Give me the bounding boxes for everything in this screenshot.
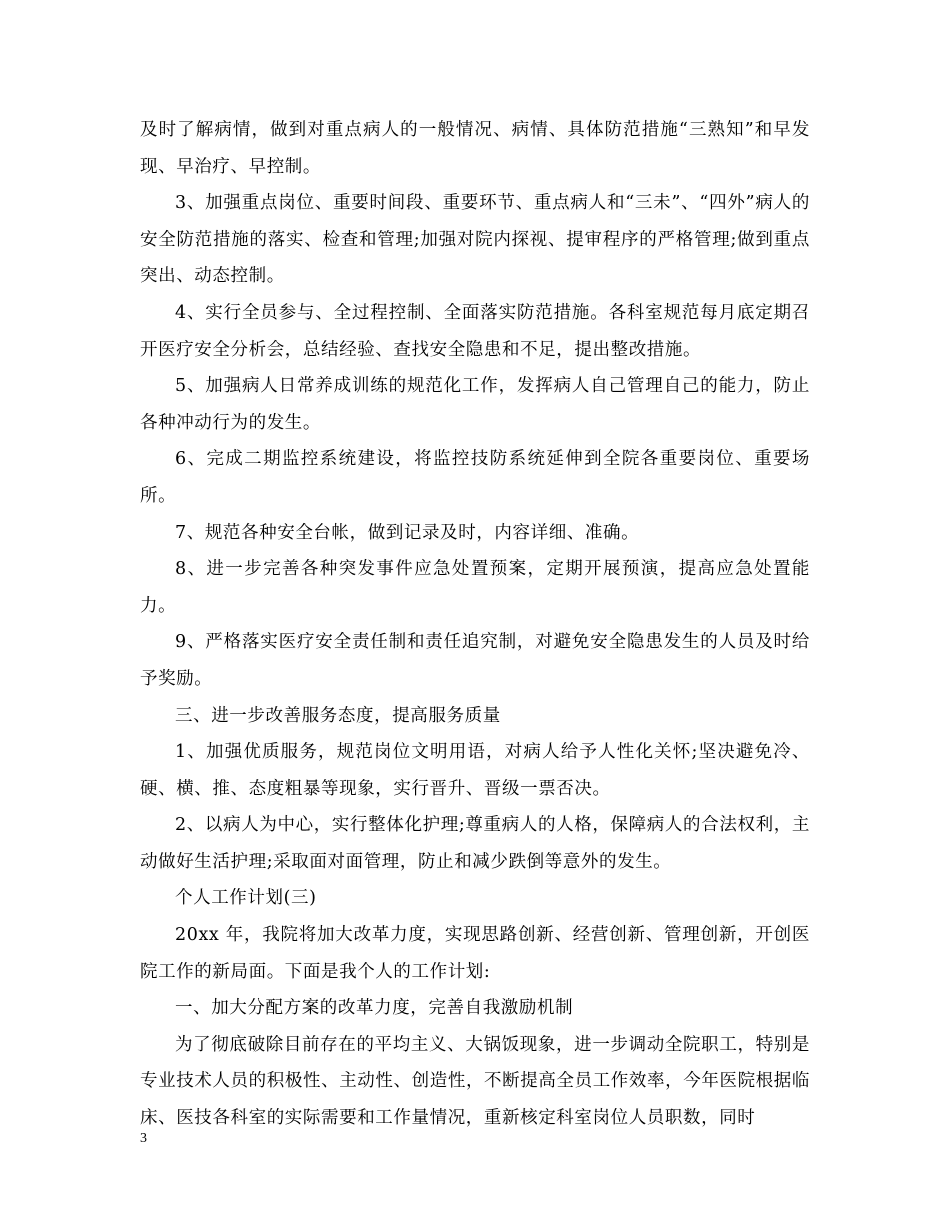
paragraph: 2、以病人为中心，实行整体化护理;尊重病人的人格，保障病人的合法权利，主动做好生活护理;采取面对面管理，防止和减少跌倒等意外的发生。 [140,815,810,872]
page-number: 3 [140,1131,147,1146]
paragraph: 4、实行全员参与、全过程控制、全面落实防范措施。各科室规范每月底定期召开医疗安全分析会，总结经验、查找安全隐患和不足，提出整改措施。 [140,302,810,360]
paragraph: 7、规范各种安全台帐，做到记录及时，内容详细、准确。 [175,522,640,543]
paragraph: 及时了解病情，做到对重点病人的一般情况、病情、具体防范措施“三熟知”和早发现、早治疗、早控制。 [140,120,810,177]
paragraph: 为了彻底破除目前存在的平均主义、大锅饭现象，进一步调动全院职工，特别是专业技术人员的积极性、主动性、创造性，不断提高全员工作效率，今年医院根据临床、医技各科室的实际需要和工作量情况，重新核定科室岗位人员职数，同时 [140,1034,810,1129]
document-body [140,112,810,1137]
paragraph: 9、严格落实医疗安全责任制和责任追究制，对避免安全隐患发生的人员及时给予奖励。 [140,632,810,689]
paragraph: 6、完成二期监控系统建设，将监控技防系统延伸到全院各重要岗位、重要场所。 [140,449,810,506]
paragraph: 20xx 年，我院将加大改革力度，实现思路创新、经营创新、管理创新，开创医院工作的新局面。下面是我个人的工作计划: [140,925,810,982]
paragraph: 3、加强重点岗位、重要时间段、重要环节、重点病人和“三未”、“四外”病人的安全防范措施的落实、检查和管理;加强对院内探视、提审程序的严格管理;做到重点突出、动态控制。 [140,193,810,287]
section-title: 个人工作计划(三) [175,888,317,909]
section-heading: 三、进一步改善服务态度，提高服务质量 [175,705,501,726]
paragraph: 1、加强优质服务，规范岗位文明用语，对病人给予人性化关怀;坚决避免冷、硬、横、推、态度粗暴等现象，实行晋升、晋级一票否决。 [140,742,810,799]
paragraph: 5、加强病人日常养成训练的规范化工作，发挥病人自己管理自己的能力，防止各种冲动行为的发生。 [140,376,810,433]
section-heading: 一、加大分配方案的改革力度，完善自我激励机制 [175,998,574,1019]
paragraph: 8、进一步完善各种突发事件应急处置预案，定期开展预演，提高应急处置能力。 [140,559,810,616]
